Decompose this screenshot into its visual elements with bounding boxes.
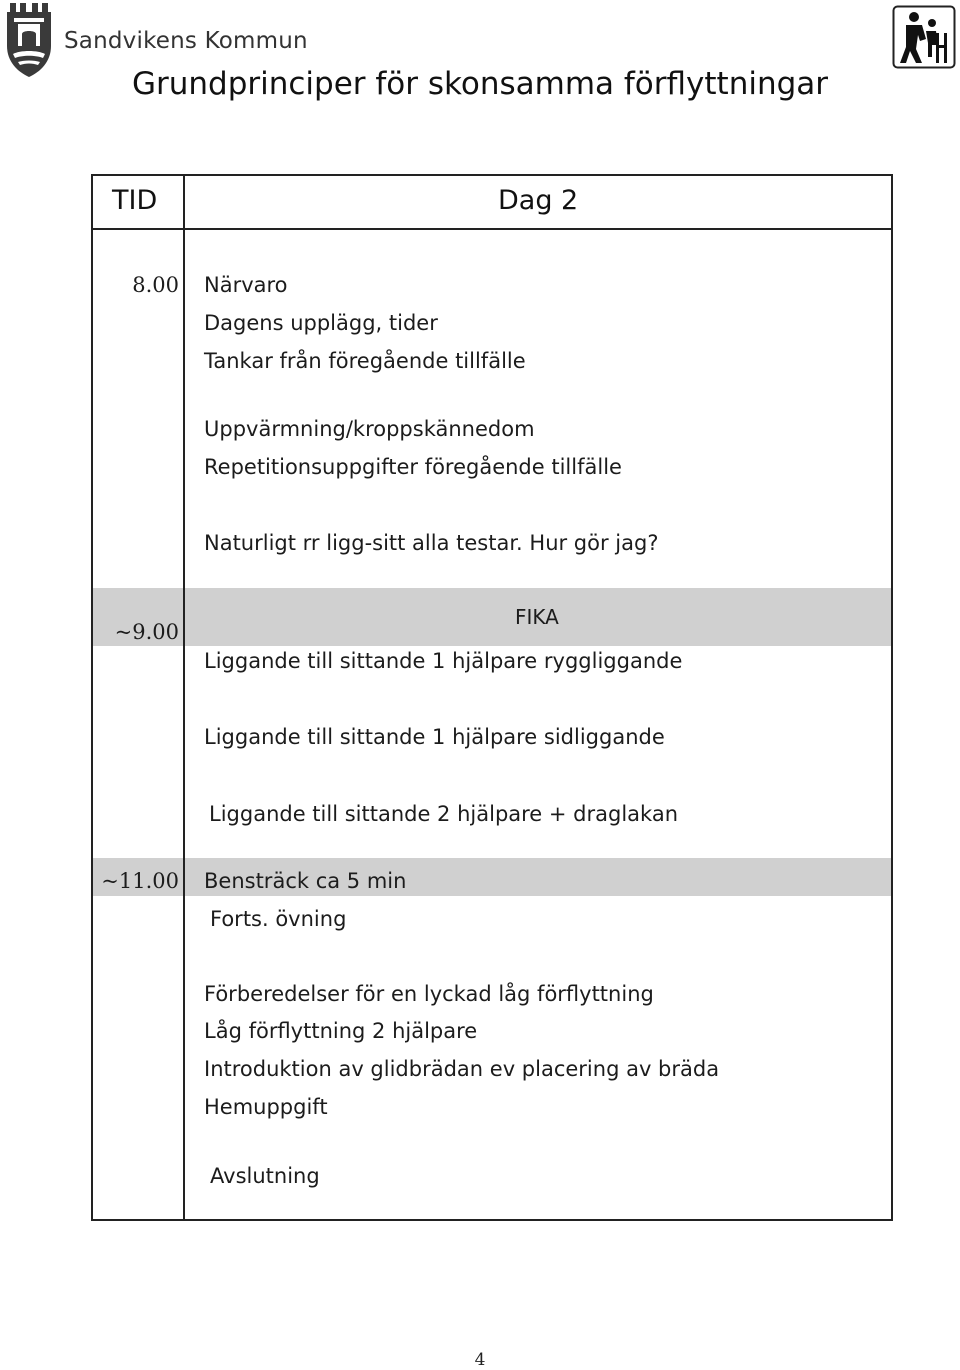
agenda-item: Förberedelser för en lyckad låg förflyttning [204,982,654,1006]
header-divider [93,228,891,230]
fika-label: FIKA [515,605,559,629]
agenda-item: Låg förflyttning 2 hjälpare [204,1019,478,1043]
schedule-table [91,174,893,1221]
agenda-item: Tankar från föregående tillfälle [204,349,526,373]
time-0800: 8.00 [132,273,179,297]
agenda-item: Hemuppgift [204,1095,328,1119]
page-number: 4 [474,1350,486,1370]
agenda-item: Naturligt rr ligg-sitt alla testar. Hur gör jag? [204,531,659,555]
time-0900: ~9.00 [114,620,179,644]
agenda-item: Uppvärmning/kroppskännedom [204,417,535,441]
agenda-item: Bensträck ca 5 min [204,869,407,893]
column-divider [183,176,185,1219]
time-column-header: TID [112,185,158,216]
day-column-header: Dag 2 [498,185,579,216]
agenda-item: Liggande till sittande 2 hjälpare + draglakan [209,802,679,826]
agenda-item: Närvaro [204,273,288,297]
document-title: Grundprinciper för skonsamma förflyttningar [131,66,829,102]
time-1100: ~11.00 [101,869,179,893]
agenda-item: Avslutning [210,1164,320,1188]
fika-highlight [93,588,891,646]
agenda-item: Liggande till sittande 1 hjälpare sidliggande [204,725,665,749]
agenda-item: Introduktion av glidbrädan ev placering av bräda [204,1057,720,1081]
organization-name: Sandvikens Kommun [64,28,308,54]
agenda-item: Liggande till sittande 1 hjälpare ryggliggande [204,649,683,673]
agenda-item: Dagens upplägg, tider [204,311,438,335]
caregiver-lifting-person-icon [892,5,956,69]
agenda-item: Forts. övning [210,907,347,931]
agenda-item: Repetitionsuppgifter föregående tillfälle [204,455,622,479]
